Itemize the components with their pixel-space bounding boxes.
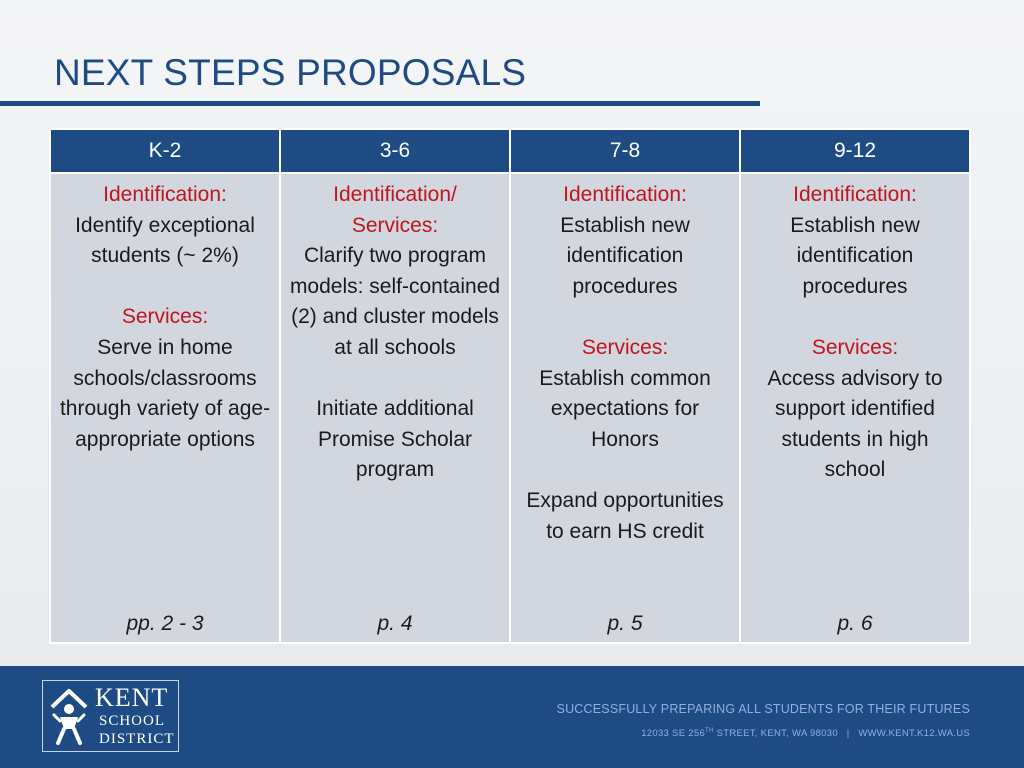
identification-text: Establish new identification procedures (790, 213, 920, 298)
cell-9-12 (740, 173, 970, 643)
address-superscript: TH (705, 728, 714, 734)
identification-label: Identification: (103, 183, 227, 206)
proposal-row (50, 173, 970, 643)
logo-text-kent: KENT (95, 683, 169, 712)
page-reference: pp. 2 - 3 (126, 612, 204, 636)
header-7-8: 7-8 (510, 129, 740, 173)
additional-text: Initiate additional Promise Scholar program (316, 397, 474, 482)
district-logo (42, 680, 179, 752)
footer-address (641, 728, 970, 739)
house-figures-icon (48, 685, 90, 747)
address-suffix: STREET, KENT, WA 98030 | WWW.KENT.K12.WA.US (713, 728, 970, 740)
services-label: Services: (121, 305, 209, 329)
identification-text: Establish new identification procedures (560, 213, 690, 298)
identification-label: Identification: (563, 183, 687, 206)
identification-label: Identification: (793, 183, 917, 206)
logo-text-school: SCHOOL (99, 713, 166, 729)
services-text: Serve in home schools/classrooms through variety of age-appropriate options (59, 335, 271, 451)
services-label: Services: (581, 335, 669, 359)
page-reference: p. 6 (837, 612, 873, 636)
services-text: Access advisory to support identified students in high school (767, 366, 943, 482)
page-reference: p. 5 (607, 612, 643, 636)
header-9-12: 9-12 (740, 129, 970, 173)
slide-title: NEXT STEPS PROPOSALS (54, 52, 527, 93)
identification-services-text: Clarify two program models: self-contained (2) and cluster models at all schools (289, 244, 501, 359)
header-3-6: 3-6 (280, 129, 510, 173)
title-underline (0, 101, 760, 106)
page-reference: p. 4 (377, 612, 413, 636)
header-k-2: K-2 (50, 129, 280, 173)
services-text: Establish common expectations for Honors (539, 366, 711, 451)
identification-text: Identify exceptional students (~ 2%) (75, 213, 255, 268)
address-prefix: 12033 SE 256 (641, 728, 706, 740)
cell-k-2 (50, 173, 280, 643)
logo-text-district: DISTRICT (99, 731, 175, 747)
identification-services-label: Identification/ Services: (333, 183, 457, 237)
proposals-table (49, 128, 971, 644)
additional-text: Expand opportunities to earn HS credit (526, 488, 724, 543)
footer-tagline: SUCCESSFULLY PREPARING ALL STUDENTS FOR THEIR FUTURES (556, 702, 970, 716)
header-row (50, 129, 970, 173)
cell-3-6 (280, 173, 510, 643)
cell-7-8 (510, 173, 740, 643)
services-label: Services: (811, 335, 899, 359)
